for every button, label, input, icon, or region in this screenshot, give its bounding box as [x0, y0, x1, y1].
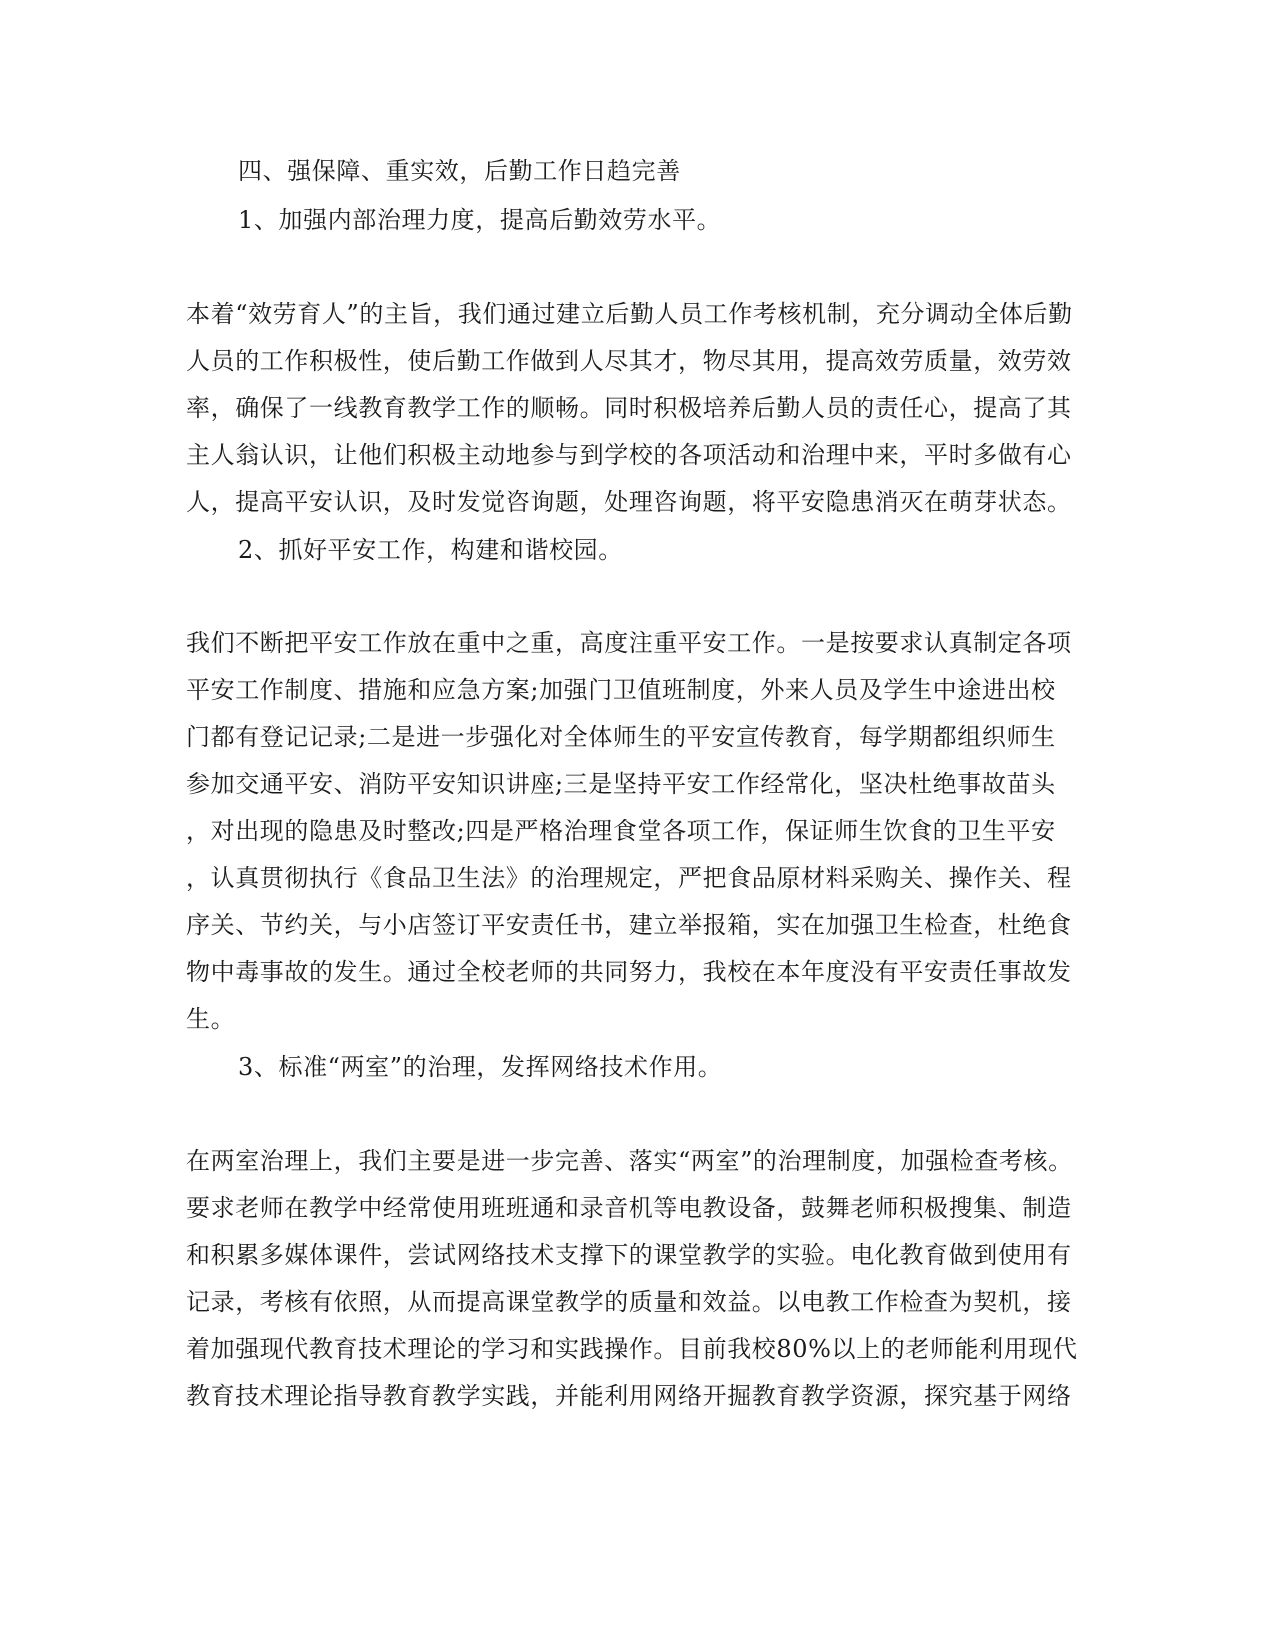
paragraph-1-line-1: 本着“效劳育人”的主旨，我们通过建立后勤人员工作考核机制，充分调动全体后勤: [186, 300, 1073, 328]
paragraph-1-line-2: 人员的工作积极性，使后勤工作做到人尽其才，物尽其用，提高效劳质量，效劳效: [186, 347, 1072, 375]
paragraph-2-line-3: 门都有登记记录;二是进一步强化对全体师生的平安宣传教育，每学期都组织师生: [186, 723, 1056, 751]
paragraph-2-line-8: 物中毒事故的发生。通过全校老师的共同努力，我校在本年度没有平安责任事故发: [186, 958, 1072, 986]
paragraph-3-line-5: 着加强现代教育技术理论的学习和实践操作。目前我校80%以上的老师能利用现代: [186, 1335, 1078, 1363]
subsection-heading-3: 3、标准“两室”的治理，发挥网络技术作用。: [238, 1053, 723, 1081]
paragraph-2-line-6: ，认真贯彻执行《食品卫生法》的治理规定，严把食品原材料采购关、操作关、程: [186, 864, 1072, 892]
paragraph-1-line-3: 率，确保了一线教育教学工作的顺畅。同时积极培养后勤人员的责任心，提高了其: [186, 394, 1072, 422]
paragraph-2-line-2: 平安工作制度、措施和应急方案;加强门卫值班制度，外来人员及学生中途进出校: [186, 676, 1056, 704]
paragraph-3-line-3: 和积累多媒体课件，尝试网络技术支撑下的课堂教学的实验。电化教育做到使用有: [186, 1241, 1072, 1269]
subsection-heading-1: 1、加强内部治理力度，提高后勤效劳水平。: [238, 206, 722, 234]
paragraph-2-line-5: ，对出现的隐患及时整改;四是严格治理食堂各项工作，保证师生饮食的卫生平安: [186, 817, 1056, 845]
paragraph-3-line-6: 教育技术理论指导教育教学实践，并能利用网络开掘教育教学资源，探究基于网络: [186, 1382, 1072, 1410]
paragraph-3-line-1: 在两室治理上，我们主要是进一步完善、落实“两室”的治理制度，加强检查考核。: [186, 1147, 1073, 1175]
subsection-heading-2: 2、抓好平安工作，构建和谐校园。: [238, 536, 623, 564]
section-heading: 四、强保障、重实效，后勤工作日趋完善: [238, 157, 681, 185]
paragraph-3-line-2: 要求老师在教学中经常使用班班通和录音机等电教设备，鼓舞老师积极搜集、制造: [186, 1194, 1072, 1222]
paragraph-2-line-7: 序关、节约关，与小店签订平安责任书，建立举报箱，实在加强卫生检查，杜绝食: [186, 911, 1072, 939]
paragraph-1-line-5: 人，提高平安认识，及时发觉咨询题，处理咨询题，将平安隐患消灭在萌芽状态。: [186, 488, 1072, 516]
paragraph-1-line-4: 主人翁认识，让他们积极主动地参与到学校的各项活动和治理中来，平时多做有心: [186, 441, 1072, 469]
paragraph-3-line-4: 记录，考核有依照，从而提高课堂教学的质量和效益。以电教工作检查为契机，接: [186, 1288, 1072, 1316]
paragraph-2-line-1: 我们不断把平安工作放在重中之重，高度注重平安工作。一是按要求认真制定各项: [186, 629, 1072, 657]
paragraph-2-line-9: 生。: [186, 1005, 236, 1033]
paragraph-2-line-4: 参加交通平安、消防平安知识讲座;三是坚持平安工作经常化，坚决杜绝事故苗头: [186, 770, 1056, 798]
